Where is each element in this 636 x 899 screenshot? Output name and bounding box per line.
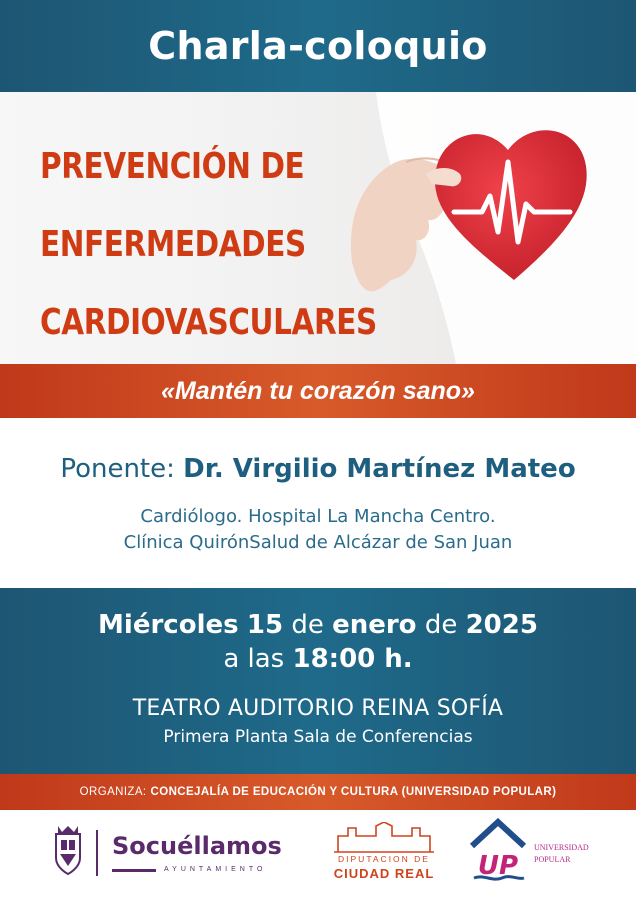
diputacion-line2: CIUDAD REAL: [333, 866, 435, 881]
logo-divider: [96, 830, 98, 876]
up-mark: UP: [477, 851, 519, 881]
universidad-popular-logo: [468, 818, 598, 890]
logo-bar: [112, 869, 156, 872]
event-date: [0, 608, 636, 642]
speaker-line: [0, 454, 636, 484]
talk-title-line: ENFERMEDADES: [40, 224, 306, 265]
speaker-section: [0, 418, 636, 588]
house-icon: [468, 818, 528, 882]
talk-title-line: PREVENCIÓN DE: [40, 146, 305, 187]
organizer-label: ORGANIZA:: [79, 786, 147, 798]
building-icon: [328, 822, 440, 854]
talk-title-line: CARDIOVASCULARES: [40, 302, 377, 343]
event-time-line: [0, 642, 636, 676]
event-weekday: Miércoles: [98, 610, 239, 640]
slogan-text: «Mantén tu corazón sano»: [161, 376, 475, 405]
slogan-band: [0, 364, 636, 418]
event-info-band: [0, 588, 636, 774]
event-day: 15: [246, 610, 284, 640]
up-text: [534, 842, 589, 866]
organizer-name: CONCEJALÍA DE EDUCACIÓN Y CULTURA (UNIVERSIDAD POPULAR): [150, 786, 557, 798]
crest-icon: [52, 824, 84, 876]
speaker-role-line: Cardiólogo. Hospital La Mancha Centro.: [140, 506, 496, 527]
event-venue: TEATRO AUDITORIO REINA SOFÍA: [132, 696, 504, 721]
speaker-role: [0, 504, 636, 556]
event-time-prefix: a las: [223, 644, 285, 674]
event-de: de: [291, 610, 324, 640]
socuellamos-logo: [52, 824, 302, 884]
hero-section: [0, 92, 636, 364]
event-time: 18:00 h.: [292, 644, 413, 674]
event-room: Primera Planta Sala de Conferencias: [163, 727, 473, 747]
page-title: Charla-coloquio: [148, 24, 488, 68]
heart-hand-illustration: [336, 92, 636, 364]
up-line2: POPULAR: [534, 855, 571, 864]
socuellamos-name: Socuéllamos: [112, 832, 282, 860]
socuellamos-sub: AYUNTAMIENTO: [164, 866, 267, 873]
organizer-band: [0, 774, 636, 810]
event-month: enero: [332, 610, 417, 640]
event-year: 2025: [465, 610, 538, 640]
event-de: de: [424, 610, 458, 640]
diputacion-line1: DIPUTACION DE: [338, 854, 430, 864]
speaker-label: Ponente:: [60, 454, 175, 484]
sponsor-logos: [0, 810, 636, 899]
talk-title: [40, 128, 377, 362]
header-band: [0, 0, 636, 92]
speaker-role-line: Clínica QuirónSalud de Alcázar de San Juan: [123, 532, 513, 553]
up-line1: UNIVERSIDAD: [534, 843, 589, 852]
speaker-name: Dr. Virgilio Martínez Mateo: [183, 454, 576, 484]
diputacion-logo: [328, 822, 440, 888]
